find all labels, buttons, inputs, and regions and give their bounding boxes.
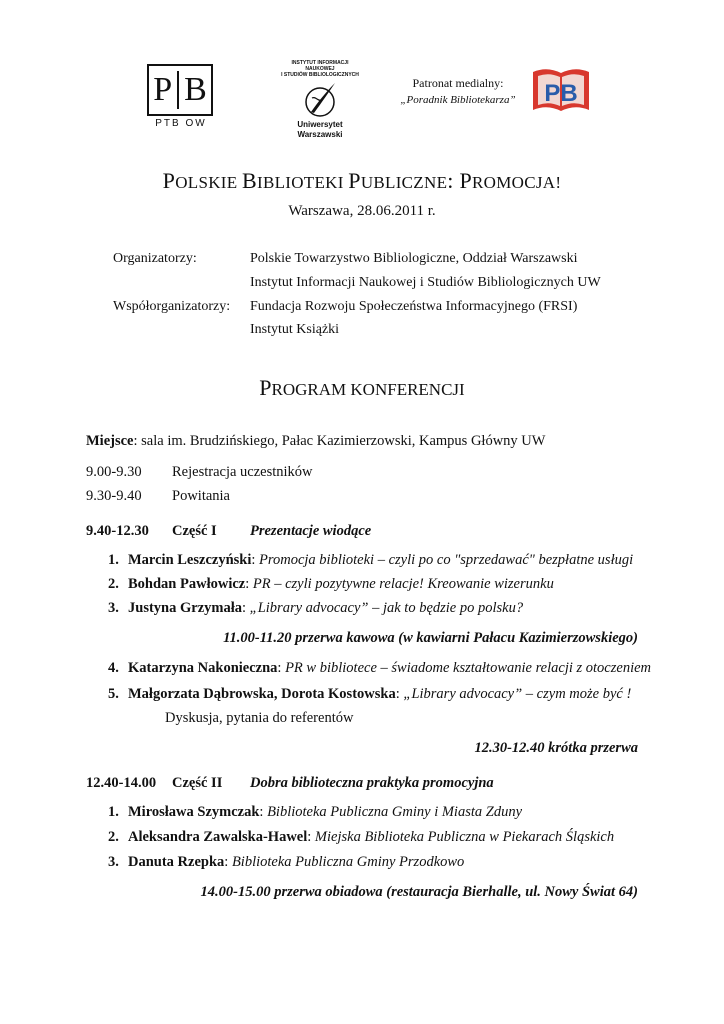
- part-theme: Prezentacje wiodące: [250, 523, 372, 539]
- schedule-label: Rejestracja uczestników: [172, 464, 313, 480]
- speaker: Mirosława Szymczak: [128, 804, 260, 820]
- organizers-label: Organizatorzy:: [113, 251, 197, 266]
- talk-item: 3. Danuta Rzepka: Biblioteka Publiczna Gminy Przodkowo: [108, 854, 465, 870]
- ptb-letter-p: P: [153, 71, 173, 108]
- talk-topic: „Library advocacy” – jak to będzie po polsku?: [249, 600, 524, 616]
- pb-book-logo: [530, 64, 592, 116]
- page-title: POLSKIE BIBLIOTEKI PUBLICZNE: PROMOCJA!: [162, 168, 562, 193]
- ptb-logo: [147, 64, 215, 130]
- speaker: Małgorzata Dąbrowska, Dorota Kostowska: [128, 686, 396, 702]
- part-theme: Dobra biblioteczna praktyka promocyjna: [250, 775, 494, 791]
- speaker: Marcin Leszczyński: [128, 552, 252, 568]
- talk-item: 2. Bohdan Pawłowicz: PR – czyli pozytywne relacje! Kreowanie wizerunku: [108, 576, 554, 592]
- schedule-label: Powitania: [172, 488, 230, 504]
- talk-topic: Promocja biblioteki – czyli po co "sprzedawać" bezpłatne usługi: [259, 552, 634, 568]
- patron-label: Patronat medialny:: [412, 76, 504, 90]
- speaker: Danuta Rzepka: [128, 854, 225, 870]
- talk-topic: Biblioteka Publiczna Gminy i Miasta Zduny: [267, 804, 523, 820]
- talk-topic: PR w bibliotece – świadome kształtowanie relacji z otoczeniem: [285, 660, 652, 676]
- talk-item: 5. Małgorzata Dąbrowska, Dorota Kostowska: „Library advocacy” – czym może być !: [108, 686, 632, 702]
- co-organizer-item: Fundacja Rozwoju Społeczeństwa Informacyjnego (FRSI): [250, 299, 578, 314]
- venue-label: Miejsce: [86, 433, 134, 449]
- book-icon: [530, 64, 592, 116]
- part-label: Część I: [172, 523, 217, 539]
- part-time: 12.40-14.00: [86, 775, 157, 791]
- discussion: Dyskusja, pytania do referentów: [165, 710, 354, 726]
- venue-text: : sala im. Brudzińskiego, Pałac Kazimierzowski, Kampus Główny UW: [133, 433, 546, 449]
- uw-name-line: Warszawski: [297, 130, 343, 139]
- part-label: Część II: [172, 775, 223, 791]
- uw-name-line: Uniwersytet: [297, 120, 343, 129]
- talk-topic: Biblioteka Publiczna Gminy Przodkowo: [231, 854, 465, 870]
- talk-item: 2. Aleksandra Zawalska-Hawel: Miejska Biblioteka Publiczna w Piekarach Śląskich: [108, 829, 615, 845]
- co-organizer-item: Instytut Książki: [250, 322, 340, 337]
- media-patron: [398, 75, 518, 109]
- part-time: 9.40-12.30: [86, 523, 149, 539]
- uw-logo: [278, 60, 362, 140]
- venue: [86, 433, 545, 450]
- patron-magazine: „Poradnik Bibliotekarza”: [400, 94, 516, 106]
- talk-item: 1. Marcin Leszczyński: Promocja biblioteki – czyli po co "sprzedawać" bezpłatne usługi: [108, 552, 634, 568]
- short-break: 12.30-12.40 krótka przerwa: [474, 740, 638, 756]
- talk-item: 3. Justyna Grzymała: „Library advocacy” – jak to będzie po polsku?: [108, 600, 524, 616]
- ptb-caption: PTB OW: [155, 118, 207, 129]
- speaker: Aleksandra Zawalska-Hawel: [128, 829, 308, 845]
- program-title: PROGRAM KONFERENCJI: [259, 375, 465, 400]
- uw-header-line: INSTYTUT INFORMACJI NAUKOWEJ: [291, 60, 349, 72]
- lunch-break: 14.00-15.00 przerwa obiadowa (restauracja Bierhalle, ul. Nowy Świat 64): [200, 884, 638, 900]
- coffee-break: 11.00-11.20 przerwa kawowa (w kawiarni Pałacu Kazimierzowskiego): [223, 630, 638, 646]
- uw-header-line: I STUDIÓW BIBLIOLOGICZNYCH: [281, 72, 359, 78]
- co-organizers-label: Współorganizatorzy:: [113, 299, 231, 314]
- schedule-time: 9.30-9.40: [86, 488, 142, 504]
- talk-item: 1. Mirosława Szymczak: Biblioteka Publiczna Gminy i Miasta Zduny: [108, 804, 523, 820]
- speaker: Bohdan Pawłowicz: [128, 576, 246, 592]
- speaker: Katarzyna Nakonieczna: [128, 660, 278, 676]
- talk-topic: Miejska Biblioteka Publiczna w Piekarach Śląskich: [314, 829, 615, 845]
- schedule-time: 9.00-9.30: [86, 464, 142, 480]
- organizer-item: Polskie Towarzystwo Bibliologiczne, Oddział Warszawski: [250, 251, 578, 266]
- talk-item: 4. Katarzyna Nakonieczna: PR w bibliotece – świadome kształtowanie relacji z otoczeniem: [108, 660, 652, 676]
- event-date: Warszawa, 28.06.2011 r.: [288, 203, 436, 219]
- ptb-letter-b: B: [184, 71, 207, 108]
- quill-emblem-icon: [302, 80, 338, 120]
- talk-topic: „Library advocacy” – czym może być !: [403, 686, 632, 702]
- talk-topic: PR – czyli pozytywne relacje! Kreowanie wizerunku: [252, 576, 554, 592]
- pb-logo-text: PB: [544, 80, 578, 107]
- speaker: Justyna Grzymała: [128, 600, 242, 616]
- organizer-item: Instytut Informacji Naukowej i Studiów Bibliologicznych UW: [250, 275, 601, 290]
